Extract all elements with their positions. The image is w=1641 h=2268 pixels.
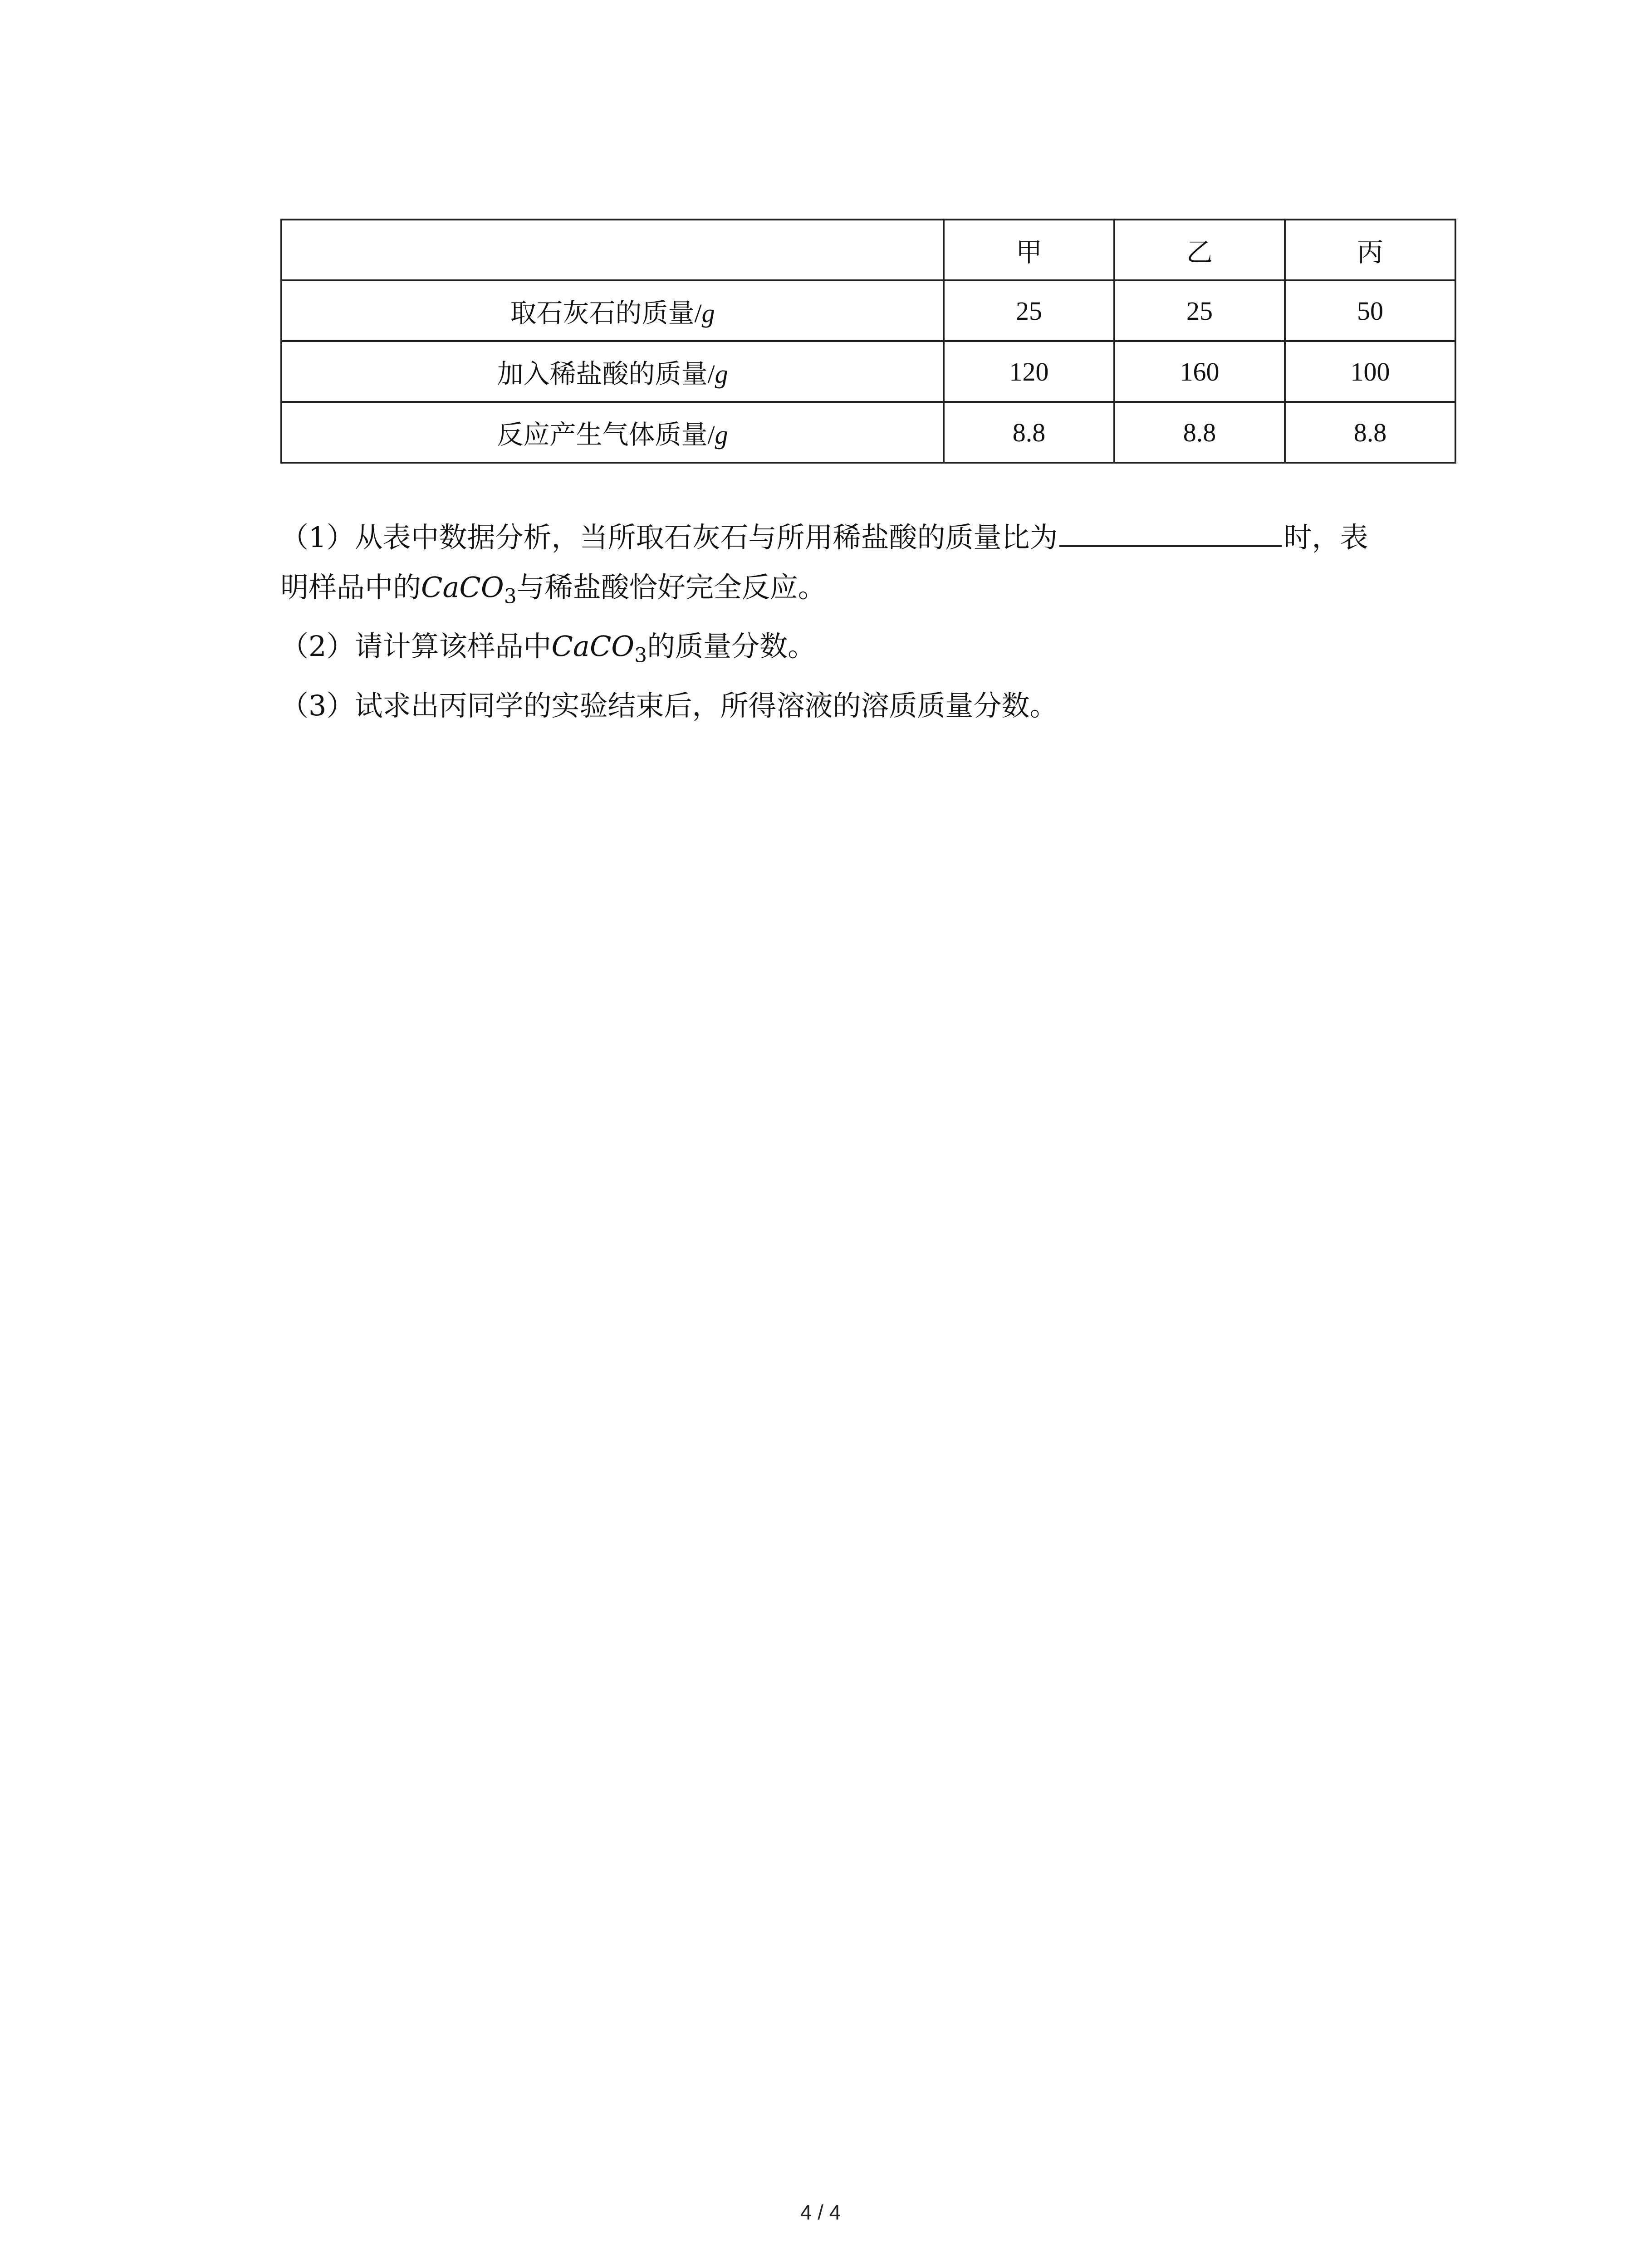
table-cell: 120 — [944, 341, 1114, 402]
row-label: 取石灰石的质量/g — [281, 280, 944, 341]
question-block — [280, 513, 1460, 731]
table-cell: 8.8 — [1285, 402, 1455, 463]
question-2-line — [280, 621, 1460, 680]
table-row — [281, 341, 1455, 402]
question-1-line-1 — [280, 513, 1460, 562]
table-cell: 8.8 — [1114, 402, 1285, 463]
question-1-text: （1）从表中数据分析，当所取石灰石与所用稀盐酸的质量比为 — [280, 521, 1058, 554]
question-1-line-2 — [280, 562, 1460, 621]
table-cell: 8.8 — [944, 402, 1114, 463]
table-cell: 100 — [1285, 341, 1455, 402]
question-1-text-end: 与稀盐酸恰好完全反应。 — [516, 571, 826, 604]
question-1-text-cont: 时，表 — [1283, 521, 1368, 554]
table-header-row — [281, 220, 1455, 280]
formula-caco3: CaCO$_3$ — [421, 571, 517, 608]
table-cell: 25 — [944, 280, 1114, 341]
question-3-line: （3）试求出丙同学的实验结束后，所得溶液的溶质质量分数。 — [280, 689, 1058, 722]
question-2-text: （2）请计算该样品中 — [280, 630, 552, 663]
table-cell: 160 — [1114, 341, 1285, 402]
header-cell-bing: 丙 — [1285, 220, 1455, 280]
question-1-text-cont: 明样品中的 — [280, 571, 421, 604]
header-cell-jia: 甲 — [944, 220, 1114, 280]
formula-caco3: CaCO$_3$ — [551, 630, 647, 667]
experiment-data-table — [280, 219, 1456, 464]
answer-blank[interactable] — [1059, 513, 1282, 547]
question-2-text-end: 的质量分数。 — [647, 630, 816, 663]
header-cell-empty — [281, 220, 944, 280]
table-cell: 25 — [1114, 280, 1285, 341]
row-label: 加入稀盐酸的质量/g — [281, 341, 944, 402]
row-label: 反应产生气体质量/g — [281, 402, 944, 463]
header-cell-yi: 乙 — [1114, 220, 1285, 280]
table-cell: 50 — [1285, 280, 1455, 341]
table-row — [281, 280, 1455, 341]
page-number: 4 / 4 — [800, 2200, 841, 2224]
table-row — [281, 402, 1455, 463]
